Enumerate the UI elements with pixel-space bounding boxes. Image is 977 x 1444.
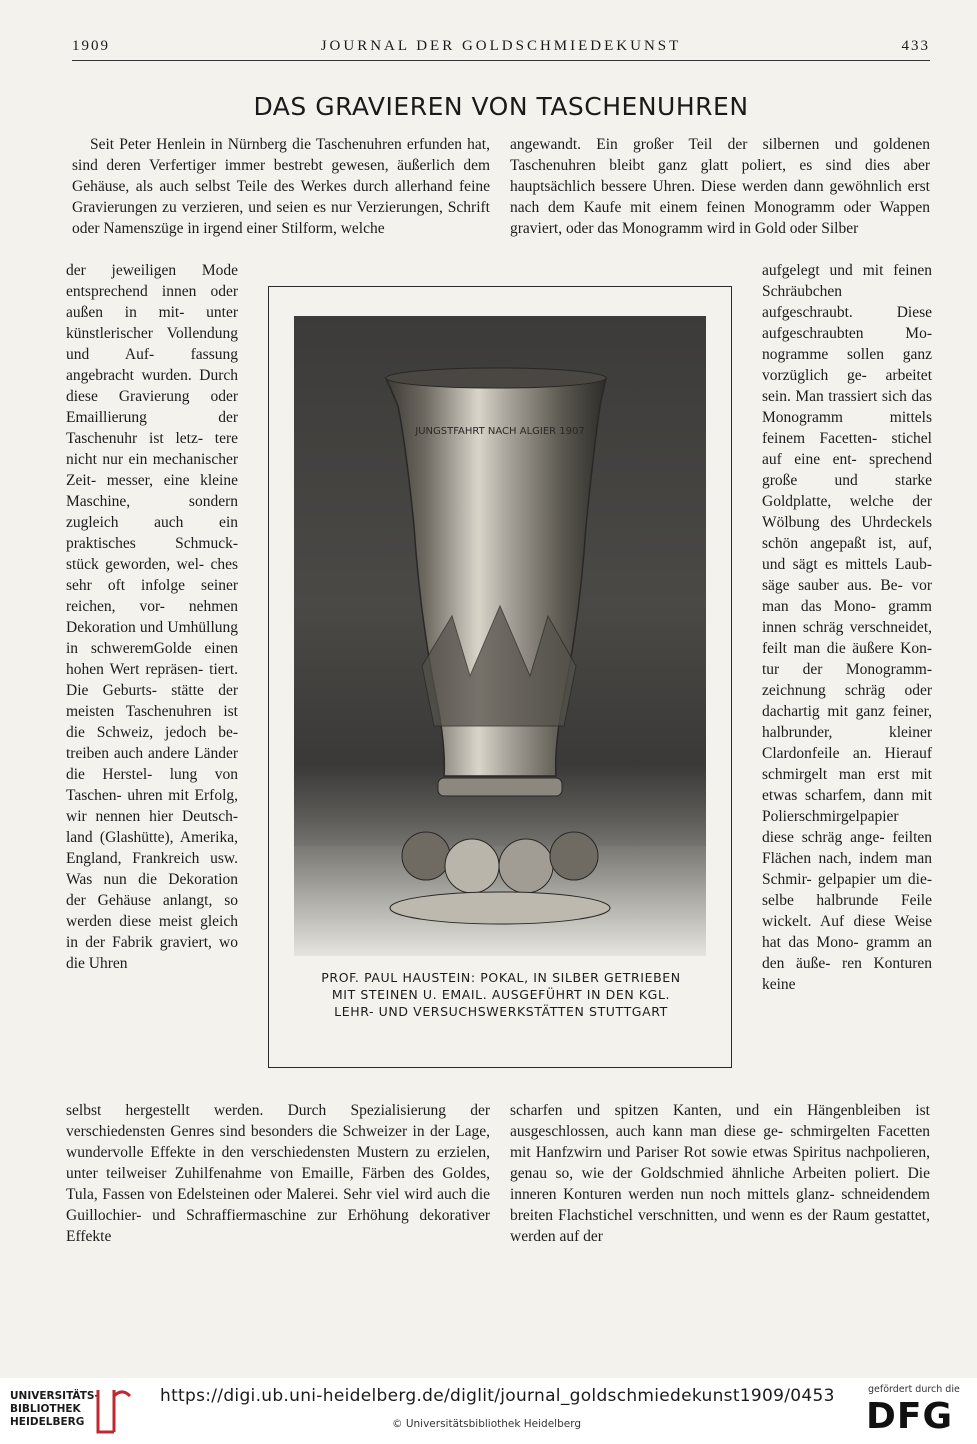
sponsor-label: gefördert durch die	[868, 1384, 960, 1395]
text-left-bottom	[66, 1100, 490, 1247]
goblet-rim	[386, 368, 606, 388]
library-line-3: HEIDELBERG	[10, 1416, 85, 1428]
permalink-url[interactable]: https://digi.ub.uni-heidelberg.de/diglit/journal_goldschmiedekunst1909/0453	[160, 1386, 835, 1406]
text-right-narrow	[762, 260, 932, 995]
text-left-top	[72, 134, 490, 239]
digitization-footer	[0, 1378, 977, 1444]
header-journal-title: JOURNAL DER GOLDSCHMIEDEKUNST	[320, 38, 682, 54]
paragraph-left-bottom: selbst hergestellt werden. Durch Spezialisierung der verschiedensten Genres sind besonders die Schweizer in der Lage, wundervolle Effekte in den verschiedensten Mustern zu erzielen, unter teilweiser Zuhilfenahme von Emaille, Färben des Goldes, Tula, Fassen von Edelsteinen oder Malerei. Sehr viel wird auch die Guillochier- und Schraffiermaschine zur Erhöhung dekorativer Effekte	[66, 1102, 490, 1245]
paragraph-right-narrow: aufgelegt und mit feinen Schräubchen aufgeschraubt. Diese aufgeschraubten Mo- nogramme sollen ganz vorzüglich ge- arbeitet sein. Man trassiert sich das Monogramm mittels feinem Facetten- stichel auf eine ent- sprechend große und starke Goldplatte, welche der Wölbung des Uhrdeckels schön angepaßt ist, auf, und sägt es mittels Laub- säge sauber aus. Be- vor man das Mono- gramm innen schräg verschneidet, feilt man die äußere Kon- tur der Monogramm- zeichnung schräg oder dachartig mit ganz feiner, halbrunder, kleiner Clardonfeile an. Hierauf schmirgelt man erst mit etwas scharfem, dann mit Polierschmirgelpapier diese schräg ange- feilten Flächen nach, indem man Schmir- gelpapier um die- selbe halbrunde Feile wickelt. Auf diese Weise hat das Mono- gramm an den äuße- ren Konturen keine	[762, 262, 932, 993]
header-year: 1909	[72, 38, 110, 54]
goblet-foot	[390, 892, 610, 924]
goblet-stem	[438, 778, 562, 796]
text-left-narrow	[66, 260, 238, 974]
dfg-logo: DFG	[866, 1396, 954, 1437]
goblet-photo	[294, 316, 706, 956]
text-right-bottom	[510, 1100, 930, 1247]
caption-line-3: LEHR- UND VERSUCHSWERKSTÄTTEN STUTTGART	[334, 1004, 668, 1019]
library-line-2: BIBLIOTHEK	[10, 1403, 81, 1415]
goblet-engraving: JUNGSTFAHRT NACH ALGIER 1907	[415, 426, 585, 437]
figure-caption	[287, 969, 715, 1020]
library-logo-icon	[92, 1386, 136, 1436]
paragraph-left-top: Seit Peter Henlein in Nürnberg die Taschenuhren erfunden hat, sind deren Verfertiger immer bestrebt gewesen, äußerlich dem Gehäuse, als auch selbst Teile des Werkes durch allerhand feine Gravierungen zu verzieren, und seien es nur Verzierungen, Schrift oder Namenszüge in irgend einer Stilform, welche	[72, 136, 490, 237]
paragraph-right-top: angewandt. Ein großer Teil der silbernen und goldenen Taschenuhren bleibt ganz glatt poliert, es sind dies aber hauptsächlich bessere Uhren. Diese werden dann gewöhnlich erst nach dem Kaufe mit einem feinen Monogramm oder Wappen graviert, oder das Monogramm wird in Gold oder Silber	[510, 136, 930, 237]
paragraph-left-narrow: der jeweiligen Mode entsprechend innen oder außen in mit- unter künstlerischer Vollendung und Auf- fassung angebracht wurden. Durch diese Gravierung oder Emaillierung der Taschenuhr ist letz- tere nicht nur ein mechanischer Zeit- messer, eine kleine Maschine, sondern zugleich auch ein praktisches Schmuck- stück geworden, wel- ches sehr oft infolge seiner reichen, vor- nehmen Dekoration und Umhüllung in schweremGolde einen hohen Wert repräsen- tiert. Die Geburts- stätte der meisten Taschenuhren ist die Schweiz, jedoch be- treiben auch andere Länder die Herstel- lung von Taschen- uhren mit Erfolg, wir nennen hier Deutsch- land (Glashütte), Amerika, England, Frankreich usw. Was nun die Dekoration der Gehäuse anlangt, so werden diese meist gleich in der Fabrik graviert, wo die Uhren	[66, 262, 238, 972]
header-page-number: 433	[901, 38, 930, 54]
goblet-illustration	[294, 316, 706, 956]
caption-line-2: MIT STEINEN U. EMAIL. AUSGEFÜHRT IN DEN KGL.	[331, 987, 671, 1002]
header-rule	[72, 60, 930, 61]
paragraph-right-bottom: scharfen und spitzen Kanten, und ein Hängenbleiben ist ausgeschlossen, auch kann man diese ge- schmirgelten Facetten mit Hanfzwirn und Pariser Rot sowie etwas Spiritus nachpolieren, genau so, wie der Goldschmied ähnliche Arbeiten poliert. Die inneren Konturen werden nun noch mittels glanz- schneidendem breiten Flachstichel verschnitten, und wenn es der Raum gestattet, werden auf der	[510, 1102, 930, 1245]
library-name	[10, 1390, 99, 1429]
text-right-top	[510, 134, 930, 239]
article-title: DAS GRAVIEREN VON TASCHENUHREN	[253, 92, 749, 121]
copyright-notice: © Universitätsbibliothek Heidelberg	[392, 1418, 582, 1430]
library-line-1: UNIVERSITÄTS-	[10, 1390, 99, 1402]
caption-line-1: PROF. PAUL HAUSTEIN: POKAL, IN SILBER GETRIEBEN	[321, 970, 681, 985]
figure-plate	[268, 286, 732, 1068]
